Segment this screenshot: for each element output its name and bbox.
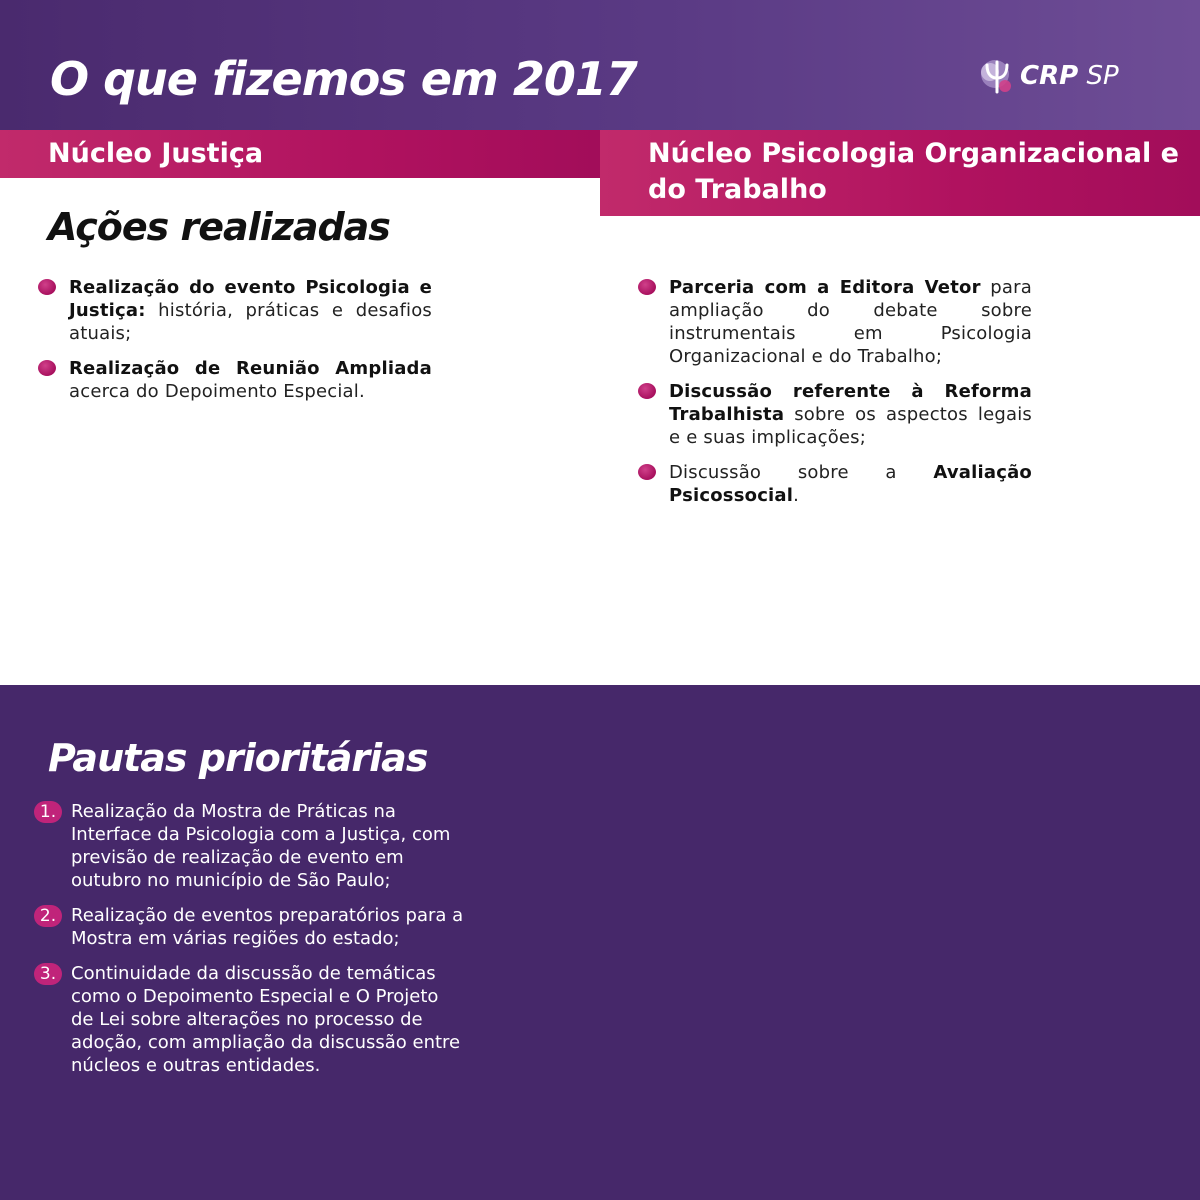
list-item-text — [669, 380, 1032, 449]
pautas-prioritarias-heading: Pautas prioritárias — [48, 736, 428, 780]
nucleo-organizacional-band — [600, 130, 1200, 216]
list-item-text — [669, 461, 1032, 507]
list-item-rest: para ampliação do debate sobre instrumentais em Psicologia Organizacional e do Trabalho; — [669, 277, 1032, 367]
list-item-text — [69, 276, 432, 345]
list-item — [38, 357, 432, 403]
organizacional-actions-list — [638, 276, 1032, 519]
header-banner — [0, 0, 1200, 130]
list-item — [638, 461, 1032, 507]
list-item-bold: Avaliação Psicossocial — [669, 462, 1032, 506]
list-item-rest: . — [793, 485, 800, 506]
logo-text — [1020, 61, 1119, 91]
list-item — [34, 962, 464, 1077]
logo-text-bold: CRP — [1020, 61, 1079, 91]
list-item — [34, 904, 464, 950]
list-item-text: Continuidade da discussão de temáticas como o Depoimento Especial e O Projeto de Lei sobre alterações no processo de adoção, com ampliação da discussão entre núcleos e outras entidades. — [71, 963, 461, 1076]
list-item-bold: Discussão referente à Reforma Trabalhista — [669, 381, 1032, 425]
list-item-text: Realização da Mostra de Práticas na Interface da Psicologia com a Justiça, com previsão de realização de evento em outubro no município de São Paulo; — [71, 801, 451, 891]
list-item-rest: sobre os aspectos legais e e suas implicações; — [669, 404, 1032, 448]
number-badge: 3. — [34, 963, 62, 985]
list-item — [638, 380, 1032, 449]
list-item-text — [669, 276, 1032, 368]
crp-psi-icon — [976, 56, 1018, 96]
crp-sp-logo — [976, 56, 1119, 96]
bullet-dot-icon — [638, 464, 656, 480]
logo-text-light: SP — [1086, 61, 1119, 91]
list-item-rest: acerca do Depoimento Especial. — [69, 381, 365, 402]
nucleo-organizacional-title: Núcleo Psicologia Organizacional e do Trabalho — [648, 138, 1179, 205]
list-item-pre: Discussão sobre a — [669, 462, 934, 483]
list-item-text: Realização de eventos preparatórios para a Mostra em várias regiões do estado; — [71, 905, 464, 949]
nucleo-justica-band — [0, 130, 600, 178]
number-badge: 1. — [34, 801, 62, 823]
list-item — [638, 276, 1032, 368]
bullet-dot-icon — [638, 383, 656, 399]
acoes-realizadas-heading: Ações realizadas — [48, 205, 390, 249]
list-item-bold: Realização do evento Psicologia e Justiça: — [69, 277, 432, 321]
nucleo-justica-title: Núcleo Justiça — [48, 138, 264, 169]
page-title: O que fizemos em 2017 — [50, 52, 637, 106]
bullet-dot-icon — [638, 279, 656, 295]
number-badge: 2. — [34, 905, 62, 927]
list-item-rest: história, práticas e desafios atuais; — [69, 300, 432, 344]
list-item-bold: Realização de Reunião Ampliada — [69, 358, 432, 379]
justica-actions-list — [38, 276, 432, 415]
pautas-section — [0, 685, 1200, 1200]
bullet-dot-icon — [38, 279, 56, 295]
bullet-dot-icon — [38, 360, 56, 376]
list-item-text — [69, 357, 432, 403]
list-item — [34, 800, 464, 892]
list-item — [38, 276, 432, 345]
list-item-bold: Parceria com a Editora Vetor — [669, 277, 981, 298]
pautas-list — [34, 800, 464, 1089]
